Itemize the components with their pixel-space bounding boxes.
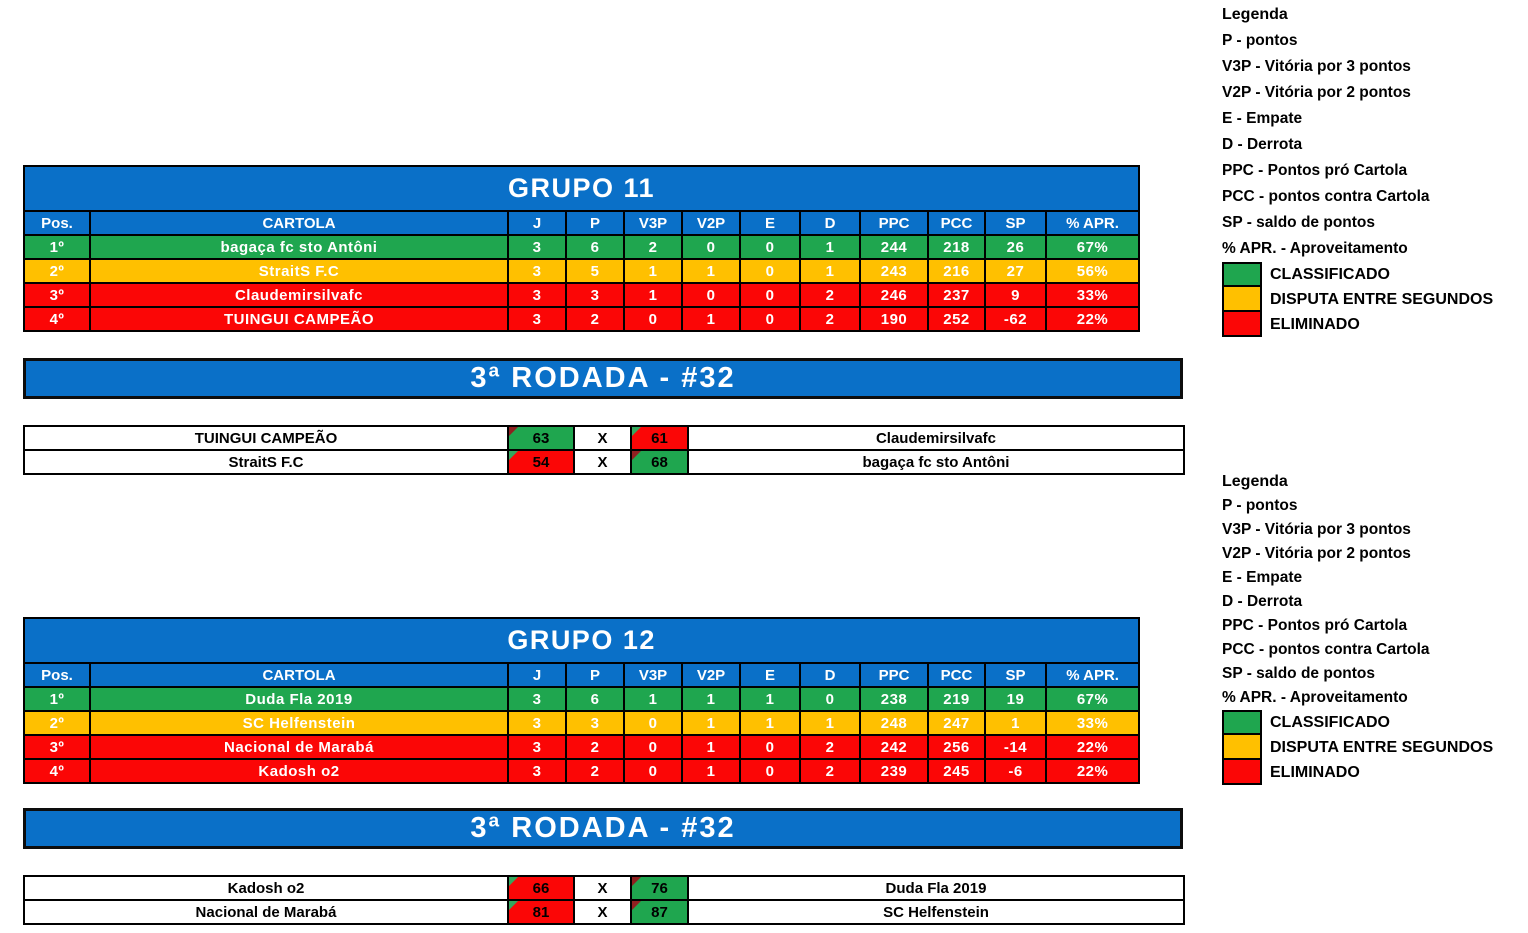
- legend-title: Legenda: [1222, 473, 1288, 490]
- column-header: E: [740, 211, 800, 235]
- stat-cell: 2: [800, 735, 860, 759]
- position-cell: 3º: [24, 735, 90, 759]
- standings-row: [24, 711, 1139, 735]
- stat-cell: -14: [985, 735, 1046, 759]
- stat-cell: 9: [985, 283, 1046, 307]
- stat-cell: 0: [740, 259, 800, 283]
- legend-item: E - Empate: [1222, 569, 1303, 586]
- stat-cell: 246: [860, 283, 928, 307]
- stat-cell: 2: [566, 759, 624, 783]
- legend-item: P - pontos: [1222, 497, 1298, 514]
- stat-cell: 2: [800, 759, 860, 783]
- cartola-name-cell: Nacional de Marabá: [90, 735, 508, 759]
- column-header: D: [800, 663, 860, 687]
- stat-cell: 237: [928, 283, 985, 307]
- column-header: J: [508, 663, 566, 687]
- stat-cell: 67%: [1046, 235, 1139, 259]
- stat-cell: 0: [682, 235, 740, 259]
- standings-row: [24, 307, 1139, 331]
- column-header: Pos.: [24, 663, 90, 687]
- match-row: [24, 876, 1184, 900]
- legend-item: SP - saldo de pontos: [1222, 214, 1376, 231]
- stat-cell: 3: [566, 711, 624, 735]
- stat-cell: 190: [860, 307, 928, 331]
- legend-item: PPC - Pontos pró Cartola: [1222, 162, 1408, 179]
- column-header: % APR.: [1046, 663, 1139, 687]
- round-banner-title: 3ª RODADA - #32: [470, 362, 736, 394]
- group-standings-table: [23, 165, 1140, 332]
- column-header: % APR.: [1046, 211, 1139, 235]
- legend-status-row: [1222, 312, 1522, 337]
- standings-row: [24, 259, 1139, 283]
- column-header: P: [566, 211, 624, 235]
- column-header: SP: [985, 211, 1046, 235]
- red-status-swatch: [1222, 312, 1262, 337]
- column-header: J: [508, 211, 566, 235]
- legend-item: % APR. - Aproveitamento: [1222, 689, 1408, 706]
- cartola-name-cell: SC Helfenstein: [90, 711, 508, 735]
- stat-cell: 0: [740, 759, 800, 783]
- legend-top: [1222, 2, 1522, 337]
- stat-cell: 3: [508, 307, 566, 331]
- group-title: GRUPO 12: [24, 618, 1139, 663]
- legend-item: SP - saldo de pontos: [1222, 665, 1376, 682]
- group-title-row: [24, 166, 1139, 211]
- stat-cell: 67%: [1046, 687, 1139, 711]
- column-header: E: [740, 663, 800, 687]
- away-score-cell: 61: [631, 426, 688, 450]
- column-header: D: [800, 211, 860, 235]
- stat-cell: 242: [860, 735, 928, 759]
- stat-cell: 2: [566, 735, 624, 759]
- column-header: SP: [985, 663, 1046, 687]
- stat-cell: 1: [800, 259, 860, 283]
- legend-status-label: CLASSIFICADO: [1270, 713, 1390, 731]
- legend-item: % APR. - Aproveitamento: [1222, 240, 1408, 257]
- match-row: [24, 450, 1184, 474]
- column-header: Pos.: [24, 211, 90, 235]
- stat-cell: 0: [624, 711, 682, 735]
- column-header: PPC: [860, 663, 928, 687]
- legend-status-label: DISPUTA ENTRE SEGUNDOS: [1270, 738, 1494, 756]
- home-team-cell: Nacional de Marabá: [24, 900, 508, 924]
- stat-cell: 0: [740, 735, 800, 759]
- stat-cell: 1: [800, 711, 860, 735]
- legend-status-label: CLASSIFICADO: [1270, 265, 1390, 283]
- stat-cell: 1: [682, 711, 740, 735]
- position-cell: 1º: [24, 687, 90, 711]
- away-score-cell: 87: [631, 900, 688, 924]
- stat-cell: 1: [624, 283, 682, 307]
- round-banner: [23, 358, 1183, 399]
- stat-cell: 0: [624, 759, 682, 783]
- versus-cell: X: [574, 450, 631, 474]
- legend-item: D - Derrota: [1222, 593, 1303, 610]
- stat-cell: 252: [928, 307, 985, 331]
- standings-row: [24, 735, 1139, 759]
- stat-cell: 26: [985, 235, 1046, 259]
- stat-cell: 19: [985, 687, 1046, 711]
- standings-row: [24, 235, 1139, 259]
- home-score-cell: 66: [508, 876, 574, 900]
- position-cell: 1º: [24, 235, 90, 259]
- stat-cell: 238: [860, 687, 928, 711]
- stat-cell: 239: [860, 759, 928, 783]
- column-header: P: [566, 663, 624, 687]
- stat-cell: 0: [800, 687, 860, 711]
- column-header: V2P: [682, 663, 740, 687]
- stat-cell: 3: [508, 283, 566, 307]
- stat-cell: 0: [682, 283, 740, 307]
- stat-cell: 1: [624, 687, 682, 711]
- away-team-cell: bagaça fc sto Antôni: [688, 450, 1184, 474]
- versus-cell: X: [574, 876, 631, 900]
- column-header: CARTOLA: [90, 211, 508, 235]
- stat-cell: 3: [508, 687, 566, 711]
- position-cell: 4º: [24, 307, 90, 331]
- green-status-swatch: [1222, 262, 1262, 287]
- legend-item: PPC - Pontos pró Cartola: [1222, 617, 1408, 634]
- cartola-name-cell: Claudemirsilvafc: [90, 283, 508, 307]
- stat-cell: 3: [508, 259, 566, 283]
- stat-cell: 3: [508, 235, 566, 259]
- away-team-cell: SC Helfenstein: [688, 900, 1184, 924]
- group-title: GRUPO 11: [24, 166, 1139, 211]
- home-score-cell: 81: [508, 900, 574, 924]
- column-header: CARTOLA: [90, 663, 508, 687]
- stat-cell: 247: [928, 711, 985, 735]
- stat-cell: 2: [800, 307, 860, 331]
- stat-cell: 22%: [1046, 735, 1139, 759]
- home-team-cell: TUINGUI CAMPEÃO: [24, 426, 508, 450]
- home-team-cell: Kadosh o2: [24, 876, 508, 900]
- legend-item: PCC - pontos contra Cartola: [1222, 188, 1430, 205]
- versus-cell: X: [574, 426, 631, 450]
- legend-item: P - pontos: [1222, 32, 1298, 49]
- stat-cell: 0: [624, 307, 682, 331]
- legend-title: Legenda: [1222, 6, 1288, 23]
- legend-item: E - Empate: [1222, 110, 1303, 127]
- stat-cell: 0: [740, 235, 800, 259]
- column-header: PCC: [928, 663, 985, 687]
- stat-cell: 0: [740, 283, 800, 307]
- stat-cell: 256: [928, 735, 985, 759]
- position-cell: 2º: [24, 259, 90, 283]
- stat-cell: 1: [682, 735, 740, 759]
- stat-cell: 1: [682, 259, 740, 283]
- legend-item: V2P - Vitória por 2 pontos: [1222, 545, 1411, 562]
- legend-status-label: ELIMINADO: [1270, 763, 1360, 781]
- away-team-cell: Claudemirsilvafc: [688, 426, 1184, 450]
- stat-cell: 2: [566, 307, 624, 331]
- round-banner: [23, 808, 1183, 849]
- stat-cell: 0: [624, 735, 682, 759]
- column-header: V2P: [682, 211, 740, 235]
- legend-status-row: [1222, 287, 1522, 312]
- cartola-name-cell: StraitS F.C: [90, 259, 508, 283]
- legend-item: V2P - Vitória por 2 pontos: [1222, 84, 1411, 101]
- stat-cell: 22%: [1046, 307, 1139, 331]
- legend-status-row: [1222, 262, 1522, 287]
- legend-item: PCC - pontos contra Cartola: [1222, 641, 1430, 658]
- stat-cell: 3: [508, 711, 566, 735]
- yellow-status-swatch: [1222, 287, 1262, 312]
- match-row: [24, 900, 1184, 924]
- stat-cell: 218: [928, 235, 985, 259]
- stat-cell: 1: [682, 759, 740, 783]
- stat-cell: 1: [740, 687, 800, 711]
- stat-cell: 244: [860, 235, 928, 259]
- stat-cell: 33%: [1046, 283, 1139, 307]
- standings-row: [24, 759, 1139, 783]
- away-score-cell: 76: [631, 876, 688, 900]
- standings-row: [24, 283, 1139, 307]
- legend-item: D - Derrota: [1222, 136, 1303, 153]
- stat-cell: 243: [860, 259, 928, 283]
- column-header: V3P: [624, 211, 682, 235]
- legend-bottom: [1222, 470, 1522, 785]
- away-score-cell: 68: [631, 450, 688, 474]
- stat-cell: 1: [682, 307, 740, 331]
- match-row: [24, 426, 1184, 450]
- stat-cell: 33%: [1046, 711, 1139, 735]
- stat-cell: 3: [566, 283, 624, 307]
- stat-cell: 248: [860, 711, 928, 735]
- stat-cell: 22%: [1046, 759, 1139, 783]
- red-status-swatch: [1222, 760, 1262, 785]
- legend-status-row: [1222, 735, 1522, 760]
- home-score-cell: 63: [508, 426, 574, 450]
- column-header: PPC: [860, 211, 928, 235]
- cartola-name-cell: TUINGUI CAMPEÃO: [90, 307, 508, 331]
- stat-cell: 56%: [1046, 259, 1139, 283]
- group-standings-table: [23, 617, 1140, 784]
- column-header-row: [24, 663, 1139, 687]
- stat-cell: 3: [508, 735, 566, 759]
- stat-cell: 1: [624, 259, 682, 283]
- round-results-table: [23, 425, 1185, 475]
- standings-row: [24, 687, 1139, 711]
- column-header: PCC: [928, 211, 985, 235]
- stat-cell: 216: [928, 259, 985, 283]
- stat-cell: 1: [682, 687, 740, 711]
- column-header: V3P: [624, 663, 682, 687]
- stat-cell: 1: [985, 711, 1046, 735]
- position-cell: 3º: [24, 283, 90, 307]
- home-score-cell: 54: [508, 450, 574, 474]
- cartola-name-cell: bagaça fc sto Antôni: [90, 235, 508, 259]
- stat-cell: 2: [624, 235, 682, 259]
- yellow-status-swatch: [1222, 735, 1262, 760]
- legend-item: V3P - Vitória por 3 pontos: [1222, 521, 1411, 538]
- stat-cell: 219: [928, 687, 985, 711]
- versus-cell: X: [574, 900, 631, 924]
- stat-cell: 27: [985, 259, 1046, 283]
- stat-cell: 3: [508, 759, 566, 783]
- round-results-table: [23, 875, 1185, 925]
- stat-cell: 2: [800, 283, 860, 307]
- legend-status-row: [1222, 760, 1522, 785]
- away-team-cell: Duda Fla 2019: [688, 876, 1184, 900]
- column-header-row: [24, 211, 1139, 235]
- stat-cell: 245: [928, 759, 985, 783]
- green-status-swatch: [1222, 710, 1262, 735]
- cartola-name-cell: Kadosh o2: [90, 759, 508, 783]
- stat-cell: 5: [566, 259, 624, 283]
- stat-cell: -6: [985, 759, 1046, 783]
- position-cell: 2º: [24, 711, 90, 735]
- round-banner-title: 3ª RODADA - #32: [470, 812, 736, 844]
- stat-cell: 6: [566, 687, 624, 711]
- stat-cell: 6: [566, 235, 624, 259]
- legend-item: V3P - Vitória por 3 pontos: [1222, 58, 1411, 75]
- legend-status-row: [1222, 710, 1522, 735]
- group-title-row: [24, 618, 1139, 663]
- stat-cell: 0: [740, 307, 800, 331]
- home-team-cell: StraitS F.C: [24, 450, 508, 474]
- stat-cell: 1: [800, 235, 860, 259]
- legend-status-label: ELIMINADO: [1270, 315, 1360, 333]
- legend-status-label: DISPUTA ENTRE SEGUNDOS: [1270, 290, 1494, 308]
- stat-cell: 1: [740, 711, 800, 735]
- stat-cell: -62: [985, 307, 1046, 331]
- cartola-name-cell: Duda Fla 2019: [90, 687, 508, 711]
- position-cell: 4º: [24, 759, 90, 783]
